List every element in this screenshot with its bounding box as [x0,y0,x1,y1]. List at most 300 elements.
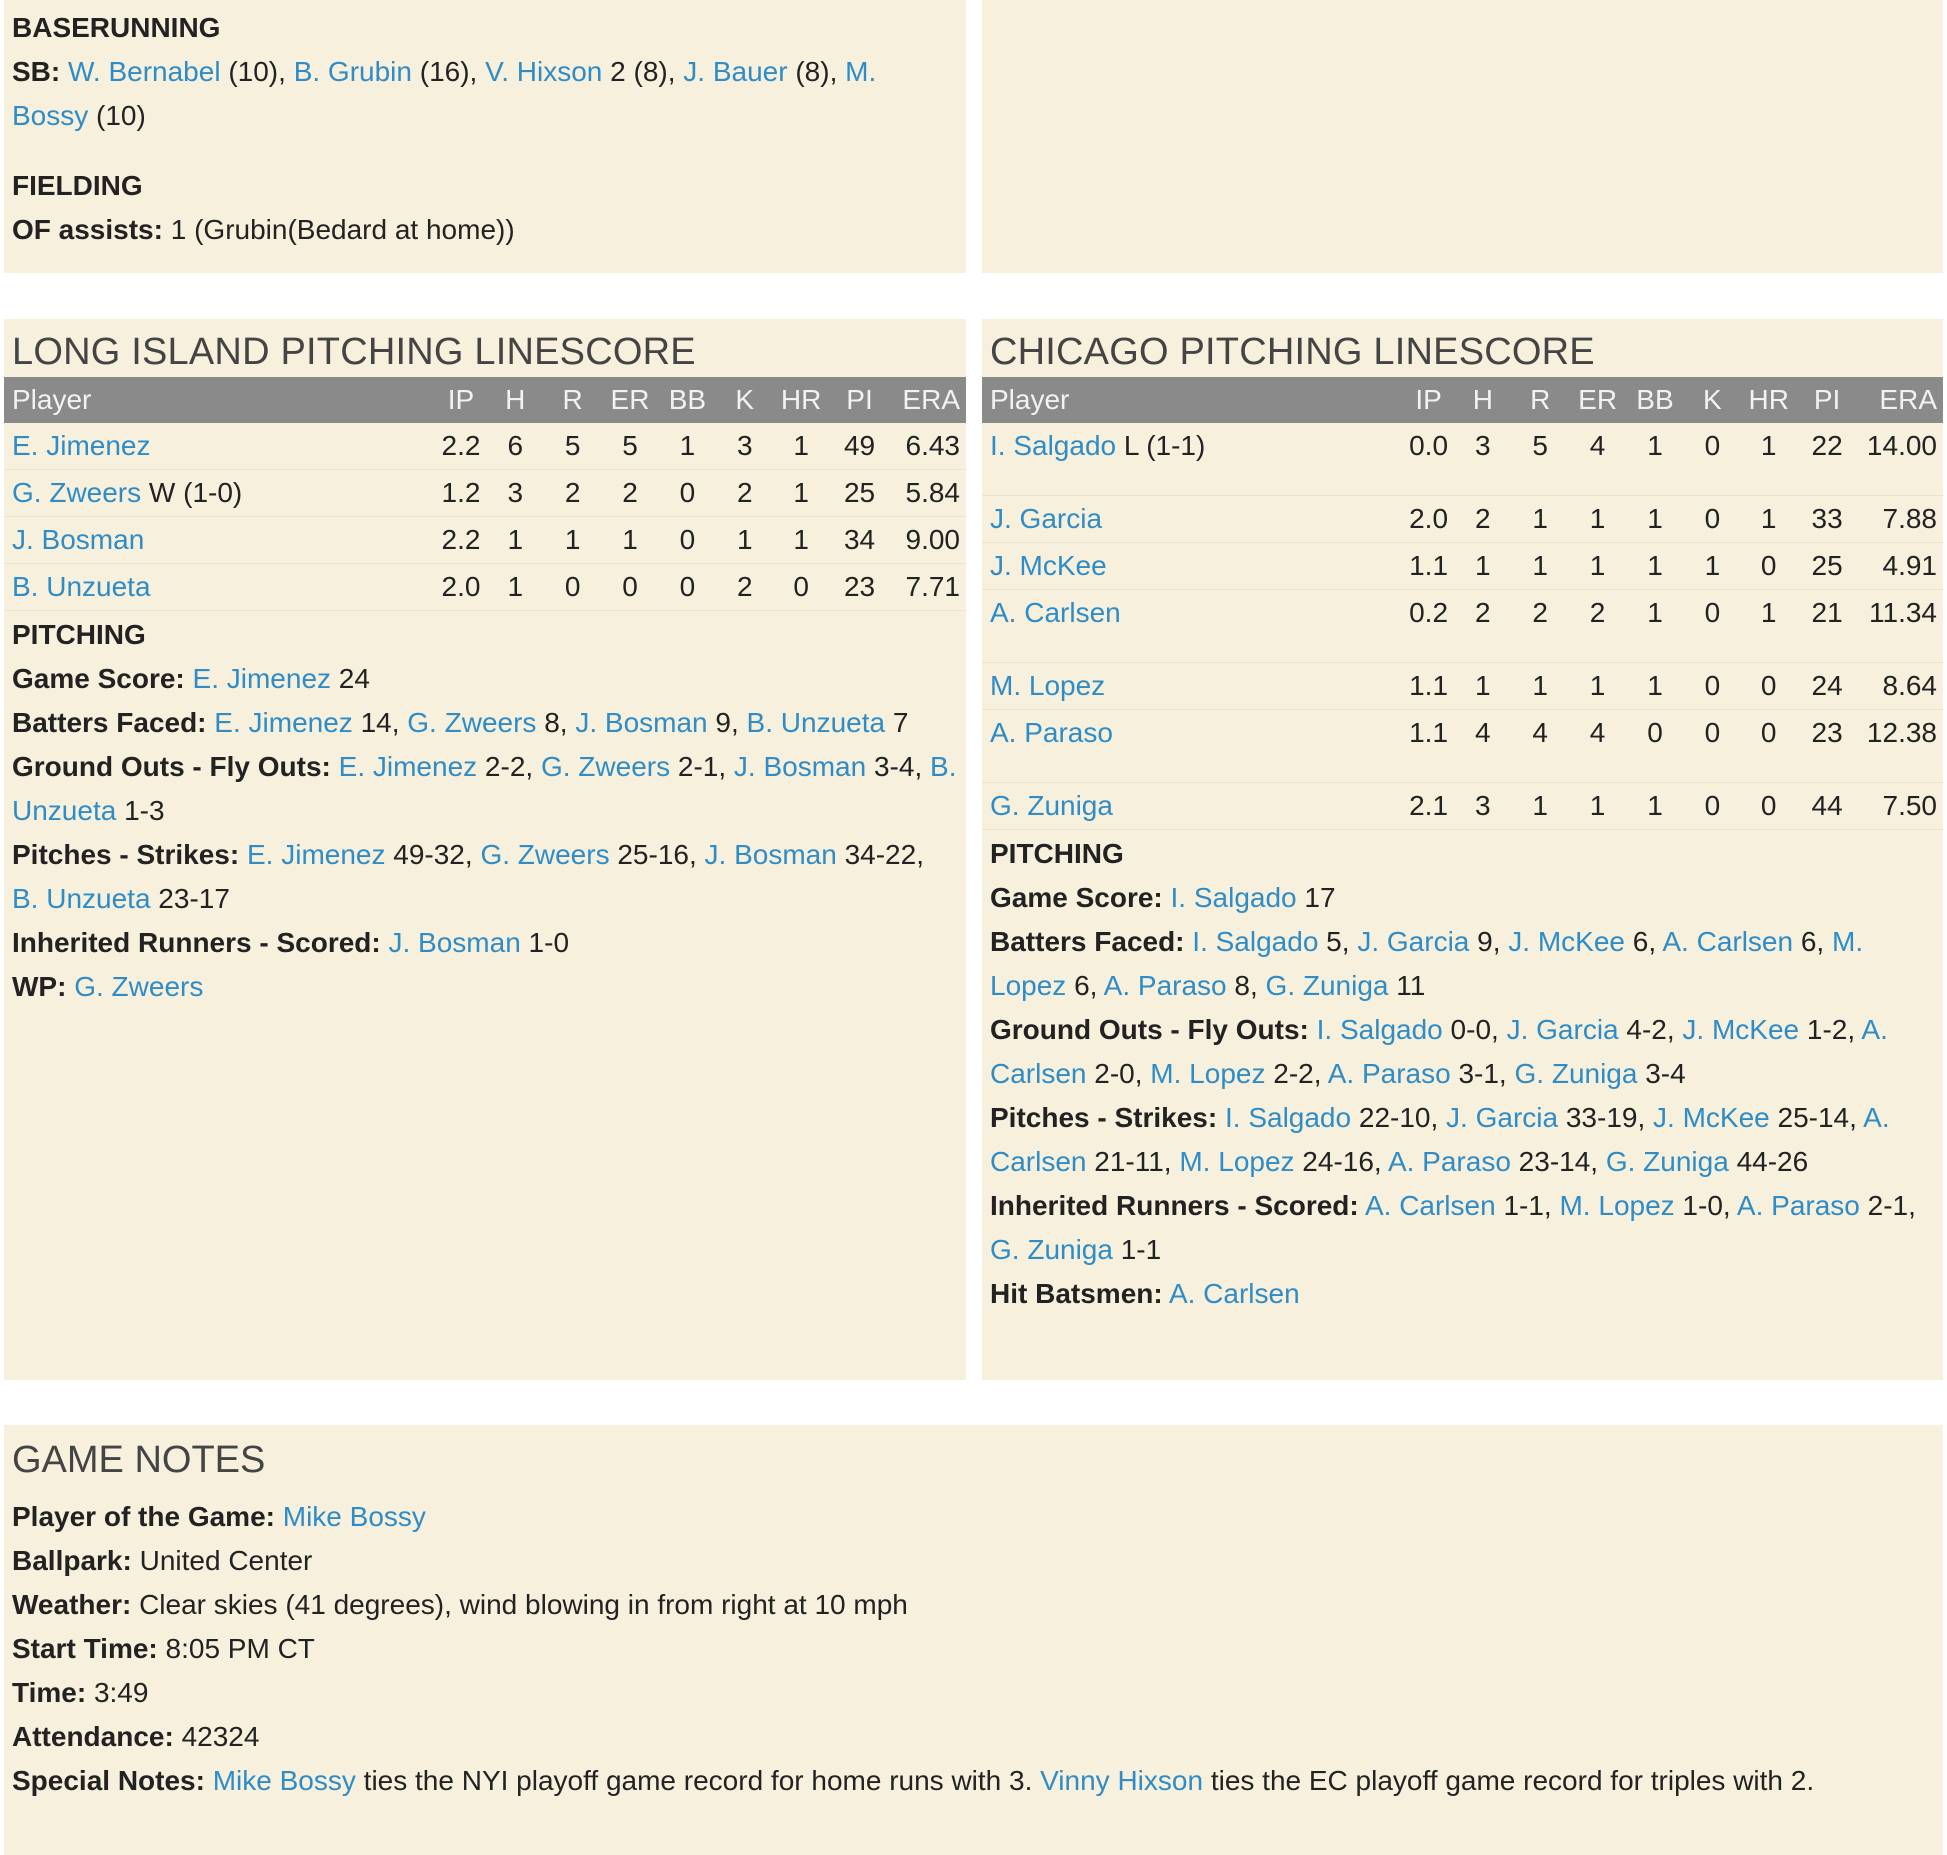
attendance-value: 42324 [173,1721,260,1752]
stat-cell-k: 0 [1685,710,1739,783]
col-k[interactable]: K [718,377,772,423]
stat-line [990,1272,1935,1316]
stat-cell-hr: 0 [1739,710,1797,783]
stat-cell-er: 2 [1570,590,1624,663]
stat-cell-h: 3 [1456,783,1510,830]
col-player[interactable]: Player [982,377,1401,423]
weather-value: Clear skies (41 degrees), wind blowing in from right at 10 mph [131,1589,908,1620]
stat-label: WP: [12,971,67,1002]
stat-cell-er: 5 [603,423,657,470]
special-notes-label: Special Notes: [12,1765,205,1796]
sb-value: (8), [787,56,846,87]
player-link[interactable]: M. Bossy [12,56,877,131]
weather-line [12,1583,1935,1627]
stat-cell-ip: 1.1 [1401,543,1455,590]
stat-cell-h: 6 [488,423,542,470]
player-cell [4,517,434,564]
table-row [982,783,1943,830]
stat-value: 9, [707,707,747,738]
col-pi[interactable]: PI [1798,377,1856,423]
stat-cell-r: 2 [542,470,603,517]
player-link[interactable]: I. Salgado [1192,926,1319,957]
stat-cell-k: 0 [1685,663,1739,710]
stat-cell-er: 1 [603,517,657,564]
player-link[interactable]: B. Grubin [293,56,412,87]
player-link[interactable]: E. Jimenez [12,430,151,461]
player-link[interactable]: J. Bosman [575,707,708,738]
stat-cell-h: 1 [488,517,542,564]
table-row [982,423,1943,496]
stat-value: 1-3 [116,795,165,826]
stat-cell-h: 3 [488,470,542,517]
player-link[interactable]: G. Zuniga [1514,1058,1638,1089]
col-r[interactable]: R [1510,377,1571,423]
game-notes-title: GAME NOTES [12,1439,266,1481]
stat-cell-h: 2 [1456,496,1510,543]
stat-cell-r: 5 [1510,423,1571,496]
stat-value: 5, [1318,926,1358,957]
player-cell [982,710,1401,783]
player-link[interactable]: V. Hixson [485,56,603,87]
stat-value: 3-1, [1450,1058,1515,1089]
stat-cell-er: 1 [1570,496,1624,543]
player-link[interactable]: J. Garcia [1506,1014,1619,1045]
stat-cell-k: 0 [1685,496,1739,543]
long-island-linescore-table [4,377,966,611]
col-hr[interactable]: HR [772,377,830,423]
stat-cell-era: 7.88 [1856,496,1943,543]
player-link[interactable]: B. Unzueta [12,883,151,914]
player-link[interactable]: J. McKee [990,550,1107,581]
col-era[interactable]: ERA [1856,377,1943,423]
stat-cell-bb: 1 [1625,663,1686,710]
stat-cell-era: 5.84 [889,470,966,517]
decision-note: L (1-1) [1116,430,1206,461]
sb-value: (10) [88,100,146,131]
stat-cell-ip: 2.2 [434,423,488,470]
stat-cell-pi: 22 [1798,423,1856,496]
player-link[interactable]: G. Zweers [12,477,142,508]
stat-cell-r: 4 [1510,710,1571,783]
stat-line [990,876,1935,920]
stat-cell-pi: 49 [830,423,888,470]
player-link[interactable]: W. Bernabel [68,56,221,87]
stat-value: 22-10, [1351,1102,1447,1133]
stat-label: Inherited Runners - Scored: [12,927,381,958]
stat-cell-bb: 0 [657,470,718,517]
player-link[interactable]: J. McKee [1653,1102,1770,1133]
game-notes-panel [4,1425,1943,1855]
time-value: 3:49 [86,1677,149,1708]
stat-cell-pi: 25 [830,470,888,517]
player-link[interactable]: J. Bosman [388,927,521,958]
stat-cell-h: 4 [1456,710,1510,783]
stat-cell-era: 9.00 [889,517,966,564]
player-link[interactable]: A. Paraso [1387,1146,1511,1177]
player-link[interactable]: J. McKee [1682,1014,1800,1045]
col-k[interactable]: K [1685,377,1739,423]
baserunning-panel [4,0,966,273]
player-link[interactable]: J. Garcia [1357,926,1470,957]
player-link[interactable]: E. Jimenez [338,751,478,782]
start-time-label: Start Time: [12,1633,158,1664]
stat-cell-bb: 1 [657,423,718,470]
stat-label: Inherited Runners - Scored: [990,1190,1359,1221]
stat-value: 2-2, [477,751,541,782]
potg-line [12,1495,1935,1539]
player-link[interactable]: I. Salgado [1170,882,1297,913]
stat-line [12,745,958,833]
player-link[interactable]: G. Zweers [74,971,204,1002]
player-link[interactable]: A. Paraso [1736,1190,1860,1221]
stat-line [990,1008,1935,1096]
attendance-label: Attendance: [12,1721,174,1752]
fielding-heading: FIELDING [12,170,143,201]
stat-value: 17 [1296,882,1336,913]
start-time-value: 8:05 PM CT [157,1633,315,1664]
stat-cell-h: 1 [488,564,542,611]
player-cell [982,543,1401,590]
stat-value: 2-2, [1265,1058,1328,1089]
attendance-line [12,1715,1935,1759]
sb-value: (16), [411,56,486,87]
stat-cell-pi: 21 [1798,590,1856,663]
player-link[interactable]: E. Jimenez [214,707,353,738]
stat-value: 6, [1066,970,1104,1001]
player-link[interactable]: J. Bosman [704,839,837,870]
player-link[interactable]: A. Carlsen [1662,926,1794,957]
ballpark-line [12,1539,1935,1583]
chicago-rows [982,423,1943,830]
stat-cell-er: 2 [603,470,657,517]
player-cell [4,423,434,470]
stat-cell-era: 7.71 [889,564,966,611]
stat-cell-pi: 25 [1798,543,1856,590]
player-link[interactable]: I. Salgado [1224,1102,1352,1133]
decision-note: W (1-0) [141,477,243,508]
player-link[interactable]: M. Lopez [1150,1058,1266,1089]
player-link[interactable]: E. Jimenez [192,663,332,694]
player-link[interactable]: J. Garcia [990,503,1103,534]
stat-cell-h: 2 [1456,590,1510,663]
player-link[interactable]: B. Unzueta [12,571,151,602]
stat-line [12,921,958,965]
chicago-pitching [982,832,1943,1316]
stat-cell-hr: 1 [772,517,830,564]
special-notes-text: ties the EC playoff game record for triples with 2. [1203,1765,1815,1796]
player-link[interactable]: G. Zweers [480,839,610,870]
stat-value: 21-11, [1086,1146,1180,1177]
table-row [4,470,966,517]
player-cell [982,423,1401,496]
stat-value: 2-1, [1859,1190,1916,1221]
stat-cell-r: 1 [542,517,603,564]
player-link[interactable]: I. Salgado [1316,1014,1443,1045]
player-link[interactable]: Mike Bossy [282,1501,426,1532]
player-link[interactable]: A. Paraso [990,717,1113,748]
player-link[interactable]: A. Carlsen [990,597,1121,628]
stat-label: Game Score: [12,663,185,694]
player-cell [982,590,1401,663]
stat-cell-ip: 1.1 [1401,710,1455,783]
player-link[interactable]: M. Lopez [1179,1146,1295,1177]
stat-cell-pi: 44 [1798,783,1856,830]
stat-cell-er: 0 [603,564,657,611]
stat-value: 23-17 [150,883,230,914]
table-header-row [982,377,1943,423]
stat-cell-k: 0 [1685,423,1739,496]
time-label: Time: [12,1677,87,1708]
player-link[interactable]: G. Zuniga [1605,1146,1729,1177]
stat-line [990,1096,1935,1184]
stat-cell-r: 1 [1510,783,1571,830]
stat-value: 1-2, [1799,1014,1862,1045]
stat-cell-bb: 1 [1625,590,1686,663]
player-link[interactable]: E. Jimenez [246,839,386,870]
stat-cell-h: 1 [1456,663,1510,710]
baserunning-heading: BASERUNNING [12,12,221,43]
col-bb[interactable]: BB [1625,377,1686,423]
player-link[interactable]: M. Lopez [1559,1190,1675,1221]
player-link[interactable]: Vinny Hixson [1040,1765,1204,1796]
player-cell [982,663,1401,710]
player-cell [4,564,434,611]
special-notes-line [12,1759,1935,1803]
stat-cell-ip: 1.1 [1401,663,1455,710]
stat-value: 4-2, [1618,1014,1683,1045]
player-link[interactable]: M. Lopez [990,926,1864,1001]
of-assists-value: 1 (Grubin(Bedard at home)) [162,214,515,245]
stat-value: 1-0 [520,927,570,958]
stat-value: 25-14, [1769,1102,1864,1133]
player-link[interactable]: A. Carlsen [990,1014,1888,1089]
special-notes-text: ties the NYI playoff game record for home runs with 3. [355,1765,1041,1796]
ballpark-value: United Center [131,1545,313,1576]
player-cell [4,470,434,517]
stat-cell-k: 2 [718,470,772,517]
col-er[interactable]: ER [1570,377,1624,423]
player-link[interactable]: J. Bauer [683,56,788,87]
stat-cell-hr: 1 [772,470,830,517]
player-link[interactable]: A. Paraso [1327,1058,1451,1089]
stat-cell-bb: 0 [657,564,718,611]
stat-value: 0-0, [1442,1014,1507,1045]
stat-cell-ip: 2.2 [434,517,488,564]
of-assists-label: OF assists: [12,214,163,245]
stat-value: 14, [352,707,408,738]
stat-value: 3-4 [1637,1058,1686,1089]
ballpark-label: Ballpark: [12,1545,132,1576]
stat-cell-hr: 0 [1739,543,1797,590]
stat-cell-era: 4.91 [1856,543,1943,590]
stat-value: 1-1 [1112,1234,1162,1265]
stat-value: 2-0, [1086,1058,1151,1089]
of-assists-line [12,208,958,252]
stat-cell-pi: 33 [1798,496,1856,543]
chicago-title: CHICAGO PITCHING LINESCORE [990,331,1595,373]
stat-value: 44-26 [1728,1146,1809,1177]
player-link[interactable]: M. Lopez [990,670,1106,701]
stat-cell-ip: 2.0 [434,564,488,611]
stat-cell-bb: 1 [1625,496,1686,543]
stat-label: Game Score: [990,882,1163,913]
stat-value: 34-22, [836,839,924,870]
table-row [982,496,1943,543]
sb-label: SB: [12,56,61,87]
stat-value: 1-0, [1674,1190,1737,1221]
stat-cell-era: 14.00 [1856,423,1943,496]
stat-cell-er: 1 [1570,663,1624,710]
stat-cell-bb: 1 [1625,543,1686,590]
col-h[interactable]: H [1456,377,1510,423]
stat-cell-bb: 0 [1625,710,1686,783]
stat-cell-hr: 1 [1739,423,1797,496]
player-link[interactable]: J. McKee [1508,926,1625,957]
stat-value: 33-19, [1558,1102,1654,1133]
player-link[interactable]: J. Bosman [733,751,867,782]
stat-value: 2-1, [670,751,734,782]
col-bb[interactable]: BB [657,377,718,423]
player-link[interactable]: B. Unzueta [746,707,886,738]
stat-cell-hr: 0 [1739,663,1797,710]
player-link[interactable]: G. Zuniga [1265,970,1389,1001]
player-link[interactable]: G. Zweers [407,707,537,738]
stat-cell-bb: 0 [657,517,718,564]
stat-cell-pi: 34 [830,517,888,564]
stat-line [12,657,958,701]
stat-value: 6, [1793,926,1832,957]
table-row [982,663,1943,710]
stat-value: 11 [1388,970,1426,1001]
stat-label: Ground Outs - Fly Outs: [990,1014,1309,1045]
sb-value: 2 (8), [602,56,684,87]
stat-cell-r: 2 [1510,590,1571,663]
weather-label: Weather: [12,1589,132,1620]
col-player[interactable]: Player [4,377,434,423]
player-link[interactable]: G. Zweers [540,751,671,782]
stat-cell-bb: 1 [1625,423,1686,496]
stat-cell-er: 4 [1570,423,1624,496]
stat-label: Pitches - Strikes: [990,1102,1218,1133]
stat-line [12,833,958,921]
stat-value: 24-16, [1294,1146,1388,1177]
stat-cell-r: 5 [542,423,603,470]
player-cell [982,496,1401,543]
sb-line [12,50,932,138]
stat-cell-era: 7.50 [1856,783,1943,830]
stat-cell-ip: 2.1 [1401,783,1455,830]
stat-value: 9, [1469,926,1509,957]
stat-cell-ip: 0.2 [1401,590,1455,663]
stat-cell-era: 8.64 [1856,663,1943,710]
stat-cell-k: 2 [718,564,772,611]
stat-value: 49-32, [385,839,481,870]
stat-cell-er: 4 [1570,710,1624,783]
stat-cell-era: 11.34 [1856,590,1943,663]
stat-cell-er: 1 [1570,543,1624,590]
col-h[interactable]: H [488,377,542,423]
stat-cell-bb: 1 [1625,783,1686,830]
stat-value: 25-16, [609,839,705,870]
stat-line [12,965,958,1009]
player-link[interactable]: B. Unzueta [12,751,957,826]
start-time-line [12,1627,1935,1671]
stat-cell-pi: 23 [830,564,888,611]
player-cell [982,783,1401,830]
player-link[interactable]: J. Garcia [1446,1102,1559,1133]
stat-cell-ip: 2.0 [1401,496,1455,543]
stat-cell-r: 1 [1510,543,1571,590]
stat-cell-hr: 1 [1739,590,1797,663]
table-row [982,543,1943,590]
player-link[interactable]: J. Bosman [12,524,145,555]
col-ip[interactable]: IP [1401,377,1455,423]
stat-cell-er: 1 [1570,783,1624,830]
stat-cell-era: 6.43 [889,423,966,470]
stat-cell-hr: 1 [1739,496,1797,543]
table-row [4,517,966,564]
stat-value: 8, [536,707,576,738]
stat-cell-h: 1 [1456,543,1510,590]
stat-label: Ground Outs - Fly Outs: [12,751,331,782]
pitching-heading: PITCHING [990,838,1124,869]
table-row [4,564,966,611]
pitching-heading: PITCHING [12,619,146,650]
chicago-linescore-panel [982,319,1943,1380]
col-hr[interactable]: HR [1739,377,1797,423]
player-link[interactable]: I. Salgado [990,430,1117,461]
stat-cell-ip: 1.2 [434,470,488,517]
player-link[interactable]: A. Carlsen [990,1102,1890,1177]
stat-value: 8, [1226,970,1266,1001]
stat-cell-k: 1 [718,517,772,564]
stat-cell-hr: 1 [772,423,830,470]
stat-cell-k: 0 [1685,783,1739,830]
potg-label: Player of the Game: [12,1501,275,1532]
chicago-linescore-table [982,377,1943,830]
player-link[interactable]: Mike Bossy [212,1765,356,1796]
col-er[interactable]: ER [603,377,657,423]
stat-cell-pi: 23 [1798,710,1856,783]
stat-value: 3-4, [866,751,931,782]
stat-label: Batters Faced: [12,707,207,738]
stat-cell-pi: 24 [1798,663,1856,710]
col-r[interactable]: R [542,377,603,423]
table-header-row [4,377,966,423]
col-pi[interactable]: PI [830,377,888,423]
stat-cell-r: 1 [1510,663,1571,710]
player-link[interactable]: A. Paraso [1103,970,1227,1001]
long-island-pitching [4,613,966,1009]
stat-line [12,701,958,745]
table-row [4,423,966,470]
stat-value: 24 [331,663,370,694]
player-link[interactable]: A. Carlsen [1364,1190,1496,1221]
long-island-title: LONG ISLAND PITCHING LINESCORE [12,331,696,373]
table-row [982,710,1943,783]
stat-value: 23-14, [1510,1146,1606,1177]
player-link[interactable]: G. Zuniga [990,1234,1113,1265]
col-era[interactable]: ERA [889,377,966,423]
col-ip[interactable]: IP [434,377,488,423]
stat-cell-era: 12.38 [1856,710,1943,783]
player-link[interactable]: A. Carlsen [1168,1278,1300,1309]
long-island-linescore-panel [4,319,966,1380]
stat-label: Pitches - Strikes: [12,839,240,870]
stat-label: Batters Faced: [990,926,1185,957]
time-line [12,1671,1935,1715]
player-link[interactable]: G. Zuniga [990,790,1113,821]
